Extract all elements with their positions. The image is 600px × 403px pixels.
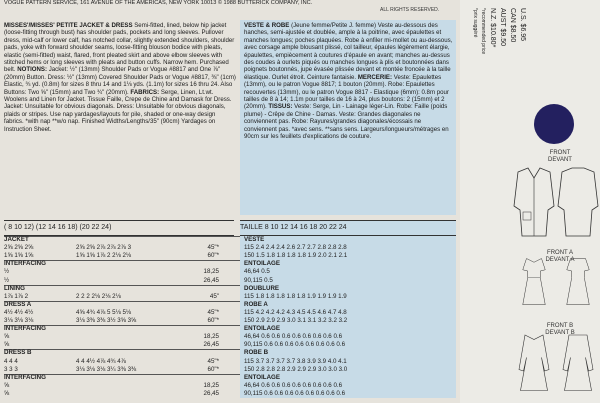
yardage-row xyxy=(4,325,456,333)
yardage-width: 18,25 xyxy=(203,268,219,276)
dress-a-back-figure xyxy=(548,256,600,306)
yardage-french-cell: ENTOILAGE xyxy=(240,374,456,382)
dress-b-back-sketch-icon xyxy=(548,332,600,392)
yardage-french-cell: ENTOILAGE xyxy=(240,260,456,268)
mercerie-text: Veste: Epaulettes (13mm), ou le patron Vogue 8817; 1 bouton (20mm). Robe: Epaulettes recouvertes (13mm), ou le patron Vogue 8817 - Elastique (6mm): 0.8m pour tailles de 8 à 14; 1.1m pour tailles de 16 à 24, plus boutons: 2 (15mm) et 2 (20mm). xyxy=(244,73,449,111)
yardage-french-cell: ROBE A xyxy=(240,301,456,309)
publisher-header: VOGUE PATTERN SERVICE, 161 AVENUE OF THE AMERICAS, NEW YORK 10013 © 1988 BUTTERICK COMPANY, INC. xyxy=(4,0,313,6)
price-can: CAN $8.50 xyxy=(509,8,516,43)
fabrics-text: Serge, Linen, Lt.wt. Woolens and Linen for Jacket. Tissue Faille, Crepe de Chine and Damask for Dress. Jacket: Unsuitable for obvious diagonals. Dress: Unsuitable for obvious diagonals, plaids or stripes. Use nap yardages/layouts for pile, shaded or one-way design fabrics. *with nap **w/o nap. Finished Widths/Lengths/35" (90cm) Yardages on Instruction Sheet. xyxy=(4,88,232,133)
yardage-label: ⅝ xyxy=(4,341,10,349)
yardage-row xyxy=(4,317,456,325)
yardage-french-cell: 46,64 0.6 0.6 0.6 0.6 0.6 0.6 0.6 0.6 xyxy=(240,333,456,341)
yardage-french-cell: DOUBLURE xyxy=(240,285,456,293)
yardage-french-cell: 46,64 0.6 0.6 0.6 0.6 0.6 0.6 0.6 0.6 xyxy=(240,382,456,390)
french-subtitle: (Jeune femme/Petite J. femme) xyxy=(291,22,377,29)
yardage-values: 3⅛ 3⅜ 3⅜ 3½ 3⅝ 3⅝ xyxy=(76,317,137,324)
yardage-values: 4⅝ 4¾ 4⅞ 5 5⅛ 5⅛ xyxy=(76,308,132,316)
yardage-label: 1⅝ 1⅝ 1⅝ xyxy=(4,252,34,260)
yardage-row xyxy=(4,382,456,390)
view-front-fr: DEVANT xyxy=(548,157,572,163)
yardage-french-cell: 115 3.7 3.7 3.7 3.7 3.8 3.9 3.9 4.0 4.1 xyxy=(240,358,456,366)
yardage-values: 1⅝ 1⅝ 1⅞ 2 2⅛ 2⅛ xyxy=(76,252,132,260)
yardage-width: 18,25 xyxy=(203,381,219,389)
view-front-en: FRONT xyxy=(549,150,571,156)
view-front-b-fr: DEVANT B xyxy=(545,330,575,336)
yardage-row xyxy=(4,341,456,349)
yardage-width: 45"* xyxy=(207,357,219,365)
french-description xyxy=(244,22,454,141)
yardage-row xyxy=(4,390,456,398)
yardage-label: ⅝ xyxy=(4,381,10,389)
yardage-label: 3⅛ 3⅛ 3⅛ xyxy=(4,317,34,324)
yardage-width: 45"* xyxy=(207,244,219,252)
yardage-french-cell: 90,115 0.6 0.6 0.6 0.6 0.6 0.6 0.6 0.6 xyxy=(240,341,456,349)
yardage-row xyxy=(4,358,456,366)
yardage-row xyxy=(4,285,456,293)
english-description xyxy=(4,22,236,222)
yardage-label: ⅝ xyxy=(4,333,10,341)
yardage-values: 4 4 4½ 4⅞ 4¾ 4⅞ xyxy=(76,357,126,365)
price-note-fr: *prix suggéré xyxy=(472,8,478,38)
yardage-row xyxy=(4,349,456,357)
yardage-width: 60"* xyxy=(207,317,219,324)
yardage-row xyxy=(4,260,456,268)
yardage-width: 26,45 xyxy=(203,341,219,349)
yardage-french-cell: 150 2.9 2.9 2.9 3.0 3.1 3.1 3.2 3.2 3.2 xyxy=(240,317,456,325)
yardage-label: JACKET xyxy=(4,236,29,243)
yardage-values: 2⅝ 2⅝ 2⅞ 2⅞ 2⅞ 3 xyxy=(76,244,132,252)
yardage-width: 26,45 xyxy=(203,276,219,284)
yardage-label: 3 3 3 xyxy=(4,365,18,373)
yardage-row xyxy=(4,277,456,285)
english-title: MISSES'/MISSES' PETITE JACKET & DRESS xyxy=(4,22,133,29)
yardage-label: 1⅞ 1⅞ 2 xyxy=(4,292,29,300)
yardage-width: 26,45 xyxy=(203,389,219,397)
yardage-french-cell: 150 2.8 2.8 2.8 2.9 2.9 2.9 3.0 3.0 3.0 xyxy=(240,366,456,374)
yardage-french-cell: ENTOILAGE xyxy=(240,325,456,333)
yardage-values: 3⅛ 3⅛ 3⅛ 3¼ 3⅜ 3⅜ xyxy=(76,365,137,373)
dress-a-back-sketch-icon xyxy=(548,256,600,306)
tissus-text: Veste: Serge, Lin - Lainage léger-Lin. Robe: Faille (poids plume) - Crêpe de Chine - Damas. Veste: Grandes diagonales ne conviennent pas. Robe: Rayures/grandes diagonales/écossais ne conviennent pas. *avec sens. **sans sens. Largeurs/longueurs/métrages en 90cm sur les feuillets d'explications de couture. xyxy=(244,103,449,141)
view-front-a-en: FRONT A xyxy=(547,250,573,256)
view-front-b-en: FRONT B xyxy=(546,323,574,329)
yardage-width: 60"* xyxy=(207,365,219,373)
yardage-french-cell: 46,64 0.5 xyxy=(240,268,456,276)
dress-b-back-figure xyxy=(548,332,600,392)
yardage-label: DRESS A xyxy=(4,300,32,308)
price-us: U.S. $6.95 xyxy=(519,8,526,42)
yardage-width: 45" xyxy=(209,292,219,300)
yardage-label: INTERFACING xyxy=(4,373,46,381)
english-body: Semi-fitted, lined, below hip jacket (loose-fitting through bust) has shoulder pads, pockets and long sleeves. Pullover dress, mid-calf or lower calf, has notched collar, slightly extended shoulders, shoulder pads, yoke with forward shoulder seams, loose-fitting blouson bodice with pleats, elastic (semi-fitted) waist, flared, front pleated skirt and above elbow sleeves with stitched hems or long sleeves with pleats and button cuffs. Narrow hem. Purchased belt. xyxy=(4,22,235,74)
french-body: Veste au-dessous des hanches, semi-ajustée et doublée, ample à la poitrine, avec épaulettes et manches longues; poches plaquées. Robe à enfiler mi-mollet ou au-dessous, avec corsage ample blousant plissé, col tailleur, épaules légèrement élargie, épaulettes, empiècement à coutures d'épaule en avant; manches au-dessus des coudes à ourlets piqués ou manches longues à plis et boutonnées dans poignets boutonnés, jupe évasée plissée devant et montée froncée à la taille élastique. Ourlet étroit. Ceinture fantaisie. xyxy=(244,22,453,81)
view-front-label xyxy=(530,150,590,164)
notions-text: Jacket: ½" (13mm) Shoulder Pads or Vogue #8817 and One ⅞" (20mm) Button. Dress: ½" (13mm) Covered Shoulder Pads or Vogue #8817, ⅜" (1cm) Elastic, ¾ yd. (0.8m) for sizes 8 thru 14 and 1⅛ yds. (1.1m) for sizes 16 thru 24. Also Buttons: Two ⅝" (15mm) and Two ¾" (20mm). xyxy=(4,66,236,96)
yardage-row xyxy=(4,333,456,341)
price-note: *recommended price xyxy=(480,8,486,55)
yardage-label: LINING xyxy=(4,284,25,292)
mercerie-label: MERCERIE: xyxy=(357,73,393,81)
price-nz: N.Z. $10.80* xyxy=(489,8,496,48)
view-front-a-fr: DEVANT A xyxy=(545,257,575,263)
yardage-label: DRESS B xyxy=(4,349,32,357)
yardage-label: INTERFACING xyxy=(4,325,46,333)
french-title: VESTE & ROBE xyxy=(244,22,290,29)
yardage-label: 4 4 4 xyxy=(4,357,18,365)
yardage-row xyxy=(4,268,456,276)
yardage-values: 2 2 2 2⅛ 2⅛ 2⅛ xyxy=(76,292,121,300)
yardage-width: 60"* xyxy=(207,252,219,260)
yardage-label: ½ xyxy=(4,276,10,284)
yardage-label: ⅝ xyxy=(4,389,10,397)
yardage-french-cell: 90,115 0.5 xyxy=(240,277,456,285)
yardage-row xyxy=(4,293,456,301)
yardage-label: 2⅝ 2⅝ 2⅝ xyxy=(4,244,34,252)
yardage-label: INTERFACING xyxy=(4,260,46,268)
yardage-french-cell: VESTE xyxy=(240,236,456,244)
yardage-french-cell: 150 1.5 1.8 1.8 1.8 1.8 1.9 2.0 2.1 2.1 xyxy=(240,252,456,260)
yardage-row xyxy=(4,301,456,309)
yardage-french-cell: 115 4.2 4.2 4.2 4.3 4.5 4.5 4.6 4.7 4.8 xyxy=(240,309,456,317)
price-block xyxy=(466,8,526,118)
yardage-row xyxy=(4,236,456,244)
jacket-back-sketch-icon xyxy=(548,166,600,246)
rights-line: ALL RIGHTS RESERVED. xyxy=(380,7,440,13)
jacket-back-figure xyxy=(548,166,600,246)
yardage-french-cell: 115 2.4 2.4 2.4 2.6 2.7 2.7 2.8 2.8 2.8 xyxy=(240,244,456,252)
yardage-french-cell: ROBE B xyxy=(240,349,456,357)
yardage-width: 45"* xyxy=(207,308,219,316)
yardage-table xyxy=(4,236,456,396)
notions-label: NOTIONS: xyxy=(17,66,48,74)
sizes-header-french: TAILLE 8 10 12 14 16 18 20 22 24 xyxy=(240,220,456,236)
sizes-header-english: ( 8 10 12) (12 14 16 18) (20 22 24) xyxy=(4,220,234,236)
yardage-row xyxy=(4,309,456,317)
fabrics-label: FABRICS: xyxy=(130,88,160,96)
yardage-width: 18,25 xyxy=(203,333,219,341)
yardage-label: 4½ 4½ 4½ xyxy=(4,308,34,316)
yardage-row xyxy=(4,252,456,260)
yardage-row xyxy=(4,244,456,252)
brand-circle-icon xyxy=(534,104,574,144)
tissus-label: TISSUS: xyxy=(268,103,293,111)
yardage-label: ½ xyxy=(4,268,10,276)
yardage-row xyxy=(4,374,456,382)
yardage-french-cell: 115 1.8 1.8 1.8 1.8 1.8 1.9 1.9 1.9 1.9 xyxy=(240,293,456,301)
price-aust: AUST $9.50 xyxy=(499,8,506,47)
yardage-french-cell: 90,115 0.6 0.6 0.6 0.6 0.6 0.6 0.6 0.6 xyxy=(240,390,456,398)
yardage-row xyxy=(4,366,456,374)
